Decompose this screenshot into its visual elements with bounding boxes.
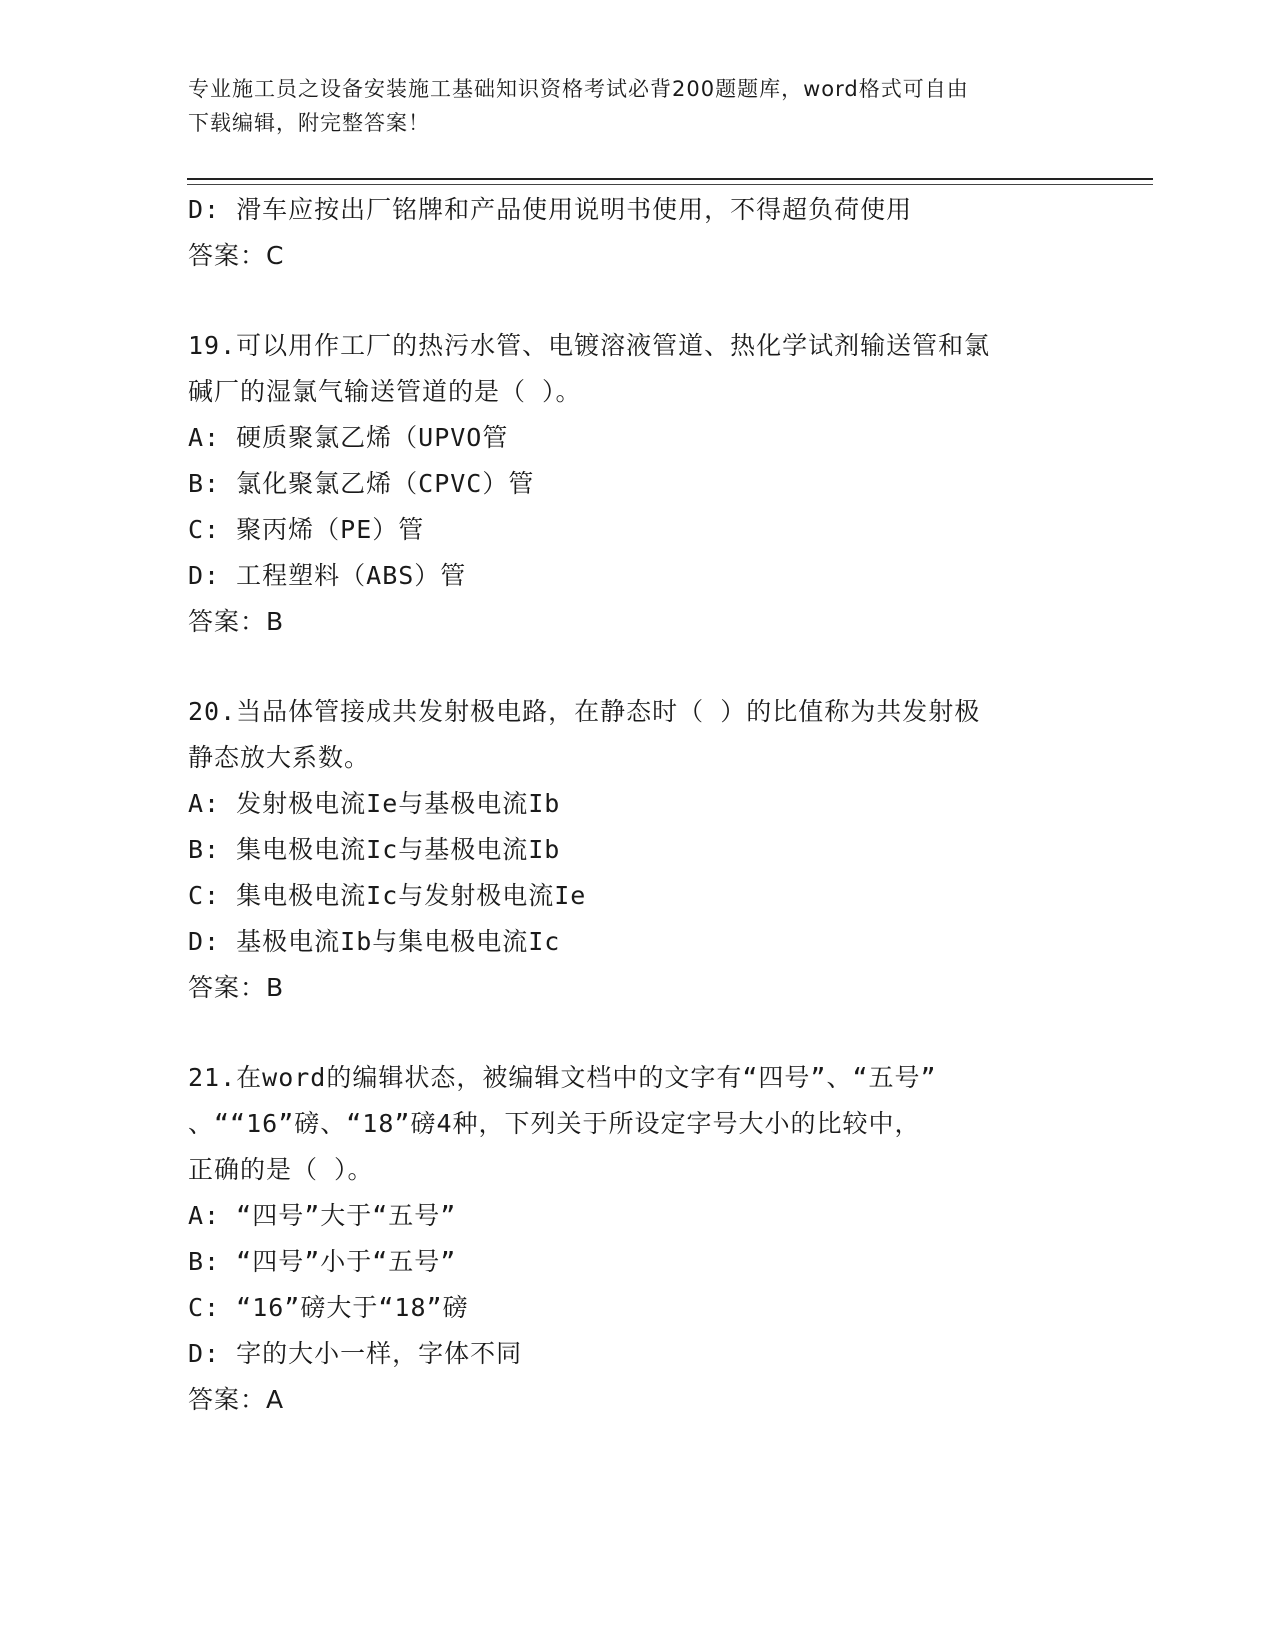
option-d: D: 基极电流Ib与集电极电流Ic xyxy=(188,927,561,956)
question-stem-line: 正确的是（ ）。 xyxy=(188,1155,374,1184)
header-line-2: 下载编辑，附完整答案！ xyxy=(188,111,430,135)
option-d: D: 工程塑料（ABS）管 xyxy=(188,561,467,590)
question-stem-line: 21.在word的编辑状态，被编辑文档中的文字有“四号”、“五号” xyxy=(188,1063,937,1092)
answer-line: 答案：B xyxy=(188,607,285,636)
question-21 xyxy=(188,1055,1088,1423)
question-stem-line: 碱厂的湿氯气输送管道的是（ ）。 xyxy=(188,377,582,406)
option-a: A: “四号”大于“五号” xyxy=(188,1201,457,1230)
question-stem-line: 19.可以用作工厂的热污水管、电镀溶液管道、热化学试剂输送管和氯 xyxy=(188,331,991,360)
question-stem-line: 静态放大系数。 xyxy=(188,743,371,772)
answer-line: 答案：B xyxy=(188,973,285,1002)
answer-line: 答案：A xyxy=(188,1385,285,1414)
header-divider-thin xyxy=(187,184,1153,185)
option-b: B: 氯化聚氯乙烯（CPVC）管 xyxy=(188,469,535,498)
option-c: C: “16”磅大于“18”磅 xyxy=(188,1293,469,1322)
previous-question-tail xyxy=(188,187,1088,279)
option-a: A: 发射极电流Ie与基极电流Ib xyxy=(188,789,561,818)
question-stem-line: 、““16”磅、“18”磅4种，下列关于所设定字号大小的比较中， xyxy=(188,1109,921,1138)
question-20 xyxy=(188,689,1088,1011)
header-line-1: 专业施工员之设备安装施工基础知识资格考试必背200题题库，word格式可自由 xyxy=(188,77,969,101)
option-d: D: 字的大小一样，字体不同 xyxy=(188,1339,523,1368)
option-b: B: “四号”小于“五号” xyxy=(188,1247,457,1276)
answer-line: 答案：C xyxy=(188,241,285,270)
option-d: D: 滑车应按出厂铭牌和产品使用说明书使用，不得超负荷使用 xyxy=(188,195,913,224)
document-body xyxy=(188,187,1088,1423)
option-a: A: 硬质聚氯乙烯（UPVO管 xyxy=(188,423,509,452)
document-header xyxy=(188,72,1088,140)
header-divider-thick xyxy=(187,178,1153,180)
question-stem-line: 20.当品体管接成共发射极电路，在静态时（ ）的比值称为共发射极 xyxy=(188,697,981,726)
option-c: C: 聚丙烯（PE）管 xyxy=(188,515,425,544)
option-c: C: 集电极电流Ic与发射极电流Ie xyxy=(188,881,587,910)
question-19 xyxy=(188,323,1088,645)
option-b: B: 集电极电流Ic与基极电流Ib xyxy=(188,835,561,864)
